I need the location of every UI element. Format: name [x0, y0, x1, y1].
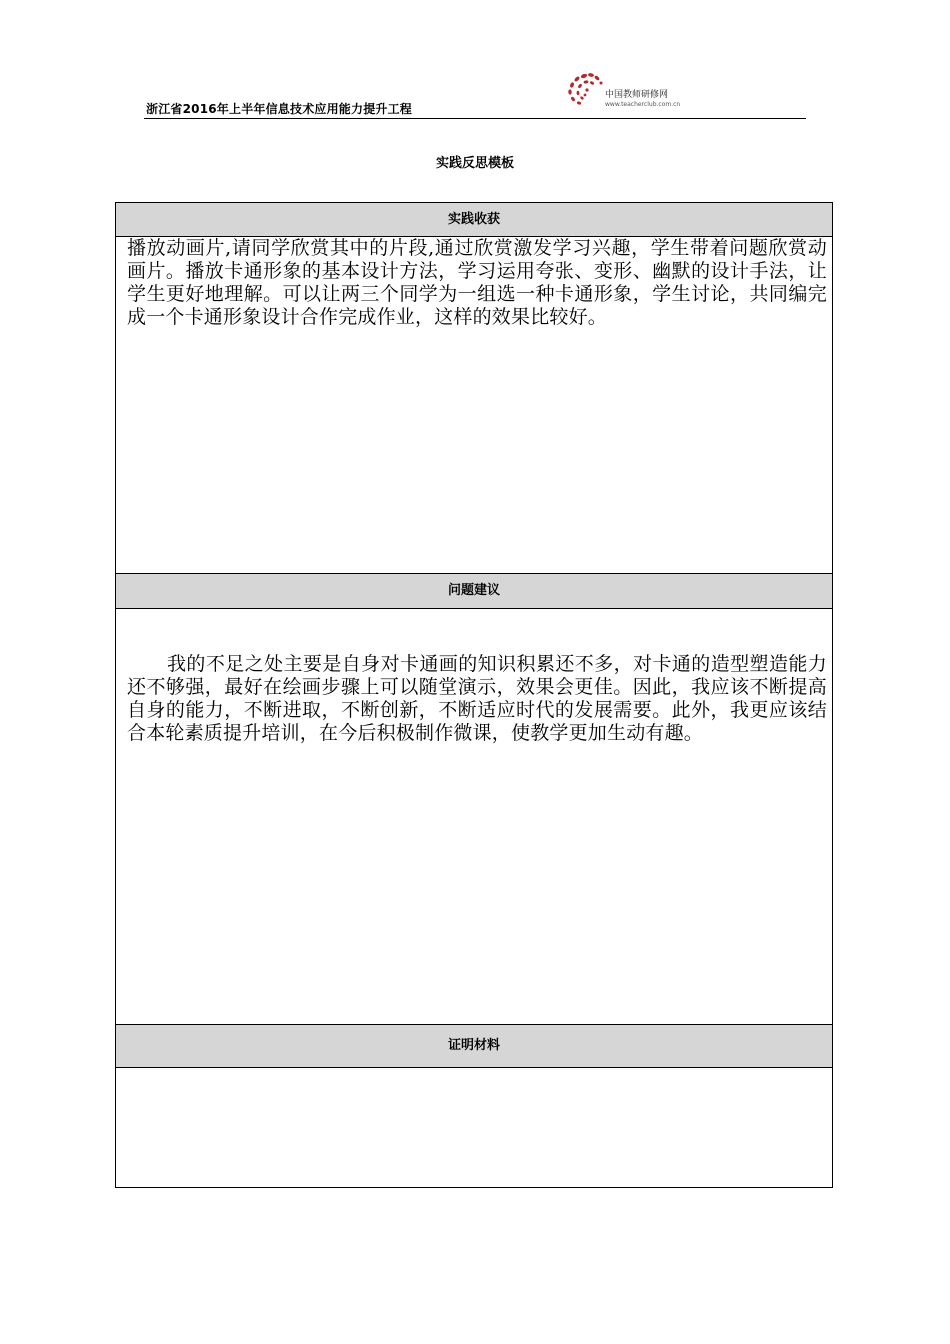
suggestions-text: 我的不足之处主要是自身对卡通画的知识积累还不多，对卡通的造型塑造能力还不够强，最好在绘画步骤上可以随堂演示，效果会更佳。因此，我应该不断提高自身的能力，不断进取，不断创新，不断适应时代的发展需要。此外，我更应该结合本轮素质提升培训，在今后积极制作微课，使教学更加生动有趣。 [127, 653, 827, 744]
section-body-evidence [116, 1068, 832, 1187]
section-body-suggestions [116, 609, 832, 1025]
logo-url: www.teacherclub.com.cn [605, 101, 681, 108]
logo-name: 中国教师研修网 [605, 90, 669, 100]
teacherclub-logo [560, 68, 710, 112]
section-heading-harvest: 实践收获 [116, 203, 832, 237]
logo-swirl-icon [560, 68, 608, 108]
harvest-text: 播放动画片,请同学欣赏其中的片段,通过欣赏激发学习兴趣，学生带着问题欣赏动画片。播放卡通形象的基本设计方法，学习运用夸张、变形、幽默的设计手法，让学生更好地理解。可以让两三个同学为一组选一种卡通形象，学生讨论，共同编完成一个卡通形象设计合作完成作业，这样的效果比较好。 [127, 237, 827, 328]
section-body-harvest [116, 237, 832, 574]
header-divider [144, 118, 806, 119]
document-title: 实践反思模板 [435, 156, 514, 171]
section-heading-suggestions: 问题建议 [116, 574, 832, 609]
header-title: 浙江省2016年上半年信息技术应用能力提升工程 [146, 102, 413, 116]
section-heading-evidence: 证明材料 [116, 1025, 832, 1068]
reflection-table [115, 202, 833, 1188]
